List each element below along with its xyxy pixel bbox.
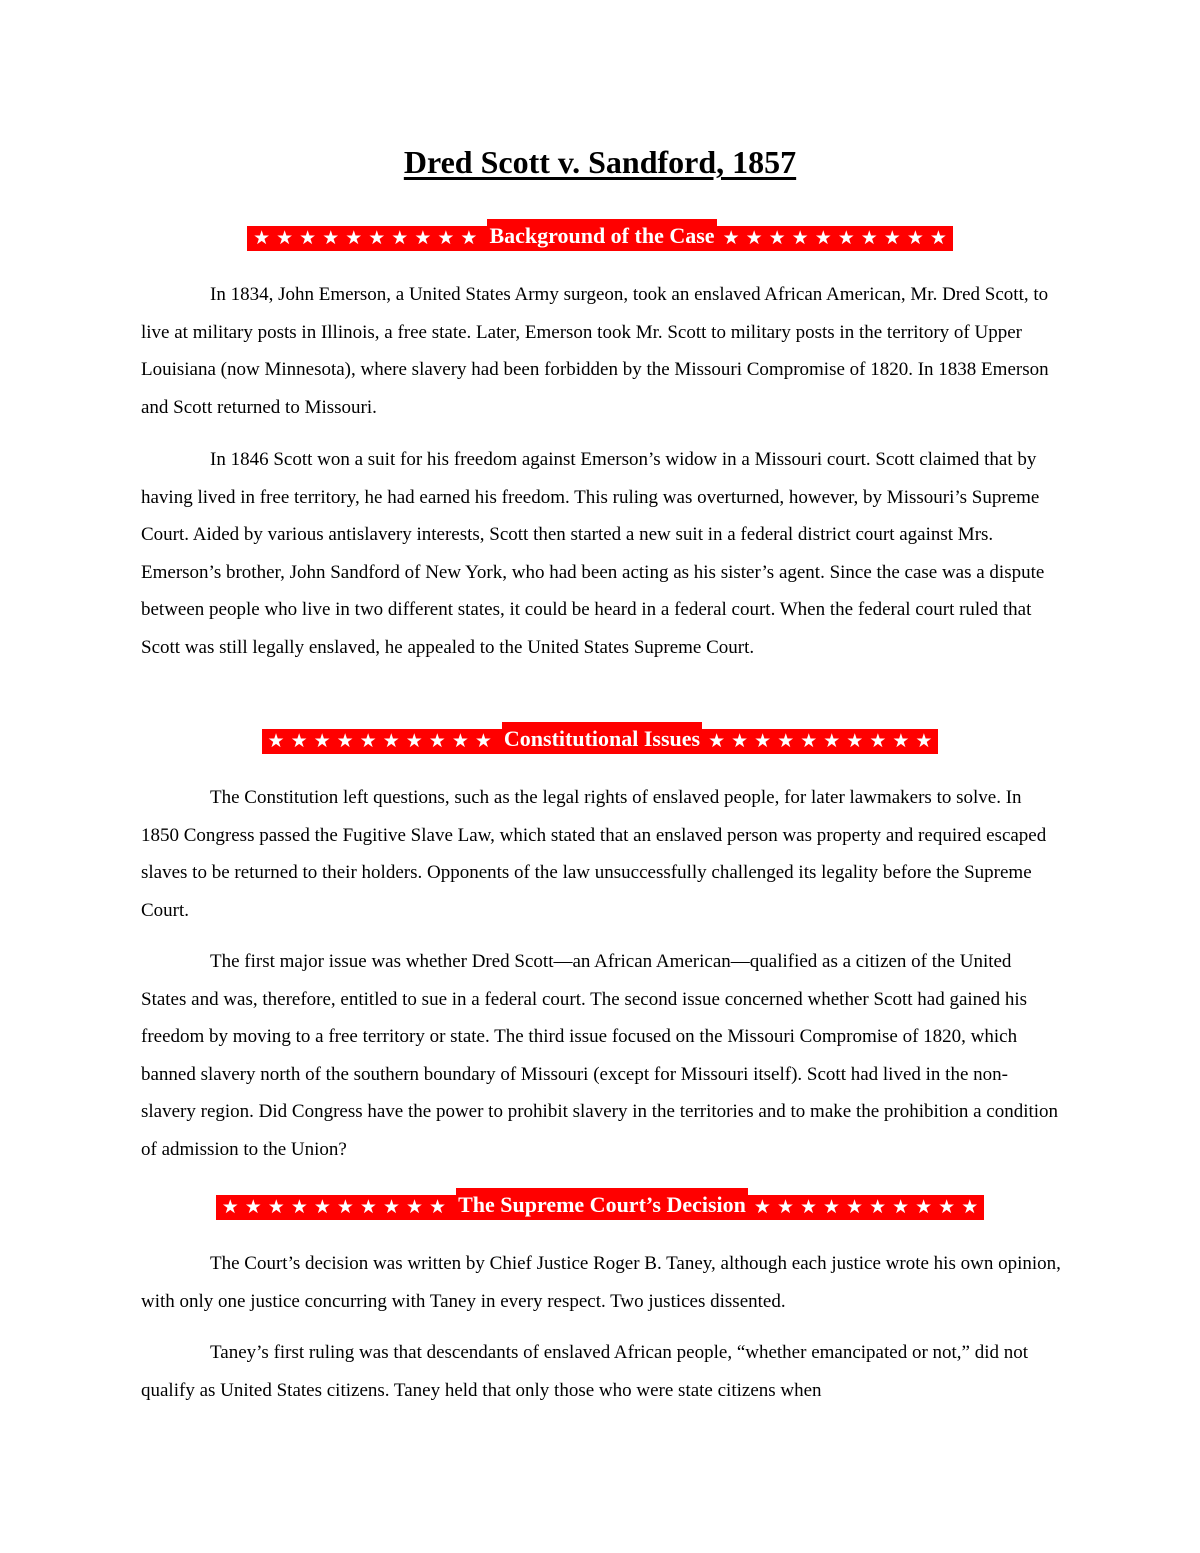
stars-decoration-left: ★★★★★★★★★★ <box>262 729 502 754</box>
stars-decoration-right: ★★★★★★★★★★ <box>748 1195 984 1220</box>
stars-decoration-right: ★★★★★★★★★★ <box>702 729 938 754</box>
section-heading: Background of the Case <box>487 219 716 251</box>
paragraph: The Court’s decision was written by Chief Justice Roger B. Taney, although each justice wrote his own opinion, with only one justice concurring with Taney in every respect. Two justices dissented. <box>141 1253 1061 1312</box>
section-heading: Constitutional Issues <box>502 722 702 754</box>
stars-decoration-right: ★★★★★★★★★★ <box>717 226 953 251</box>
paragraph: The first major issue was whether Dred Scott—an African American—qualified as a citizen of the United States and was, therefore, entitled to sue in a federal court. The second issue concerned whether Scott had gained his freedom by moving to a free territory or state. The third issue focused on the Missouri Compromise of 1820, which banned slavery north of the southern boundary of Missouri (except for Missouri itself). Scott had lived in the non-slavery region. Did Congress have the power to prohibit slavery in the territories and to make the prohibition a condition of admission to the Union? <box>141 951 1059 1160</box>
section-heading-banner <box>0 219 1200 251</box>
stars-decoration-left: ★★★★★★★★★★ <box>216 1195 456 1220</box>
paragraph: The Constitution left questions, such as the legal rights of enslaved people, for later lawmakers to solve. In 1850 Congress passed the Fugitive Slave Law, which stated that an enslaved person was property and required escaped slaves to be returned to their holders. Opponents of the law unsuccessfully challenged its legality before the Supreme Court. <box>141 787 1047 921</box>
document-title: Dred Scott v. Sandford, 1857 <box>403 144 797 180</box>
section-heading-banner <box>0 722 1200 754</box>
stars-decoration-left: ★★★★★★★★★★ <box>247 226 487 251</box>
paragraph: In 1846 Scott won a suit for his freedom against Emerson’s widow in a Missouri court. Scott claimed that by having lived in free territory, he had earned his freedom. This ruling was overturned, however, by Missouri’s Supreme Court. Aided by various antislavery interests, Scott then started a new suit in a federal district court against Mrs. Emerson’s brother, John Sandford of New York, who had been acting as his sister’s agent. Since the case was a dispute between people who live in two different states, it could be heard in a federal court. When the federal court ruled that Scott was still legally enslaved, he appealed to the United States Supreme Court. <box>141 449 1045 658</box>
paragraph: Taney’s first ruling was that descendants of enslaved African people, “whether emancipated or not,” did not qualify as United States citizens. Taney held that only those who were state citizens when <box>141 1342 1029 1401</box>
section-heading-banner <box>0 1188 1200 1220</box>
paragraph: In 1834, John Emerson, a United States Army surgeon, took an enslaved African American, Mr. Dred Scott, to live at military posts in Illinois, a free state. Later, Emerson took Mr. Scott to military posts in the territory of Upper Louisiana (now Minnesota), where slavery had been forbidden by the Missouri Compromise of 1820. In 1838 Emerson and Scott returned to Missouri. <box>141 284 1049 418</box>
section-heading: The Supreme Court’s Decision <box>456 1188 748 1220</box>
